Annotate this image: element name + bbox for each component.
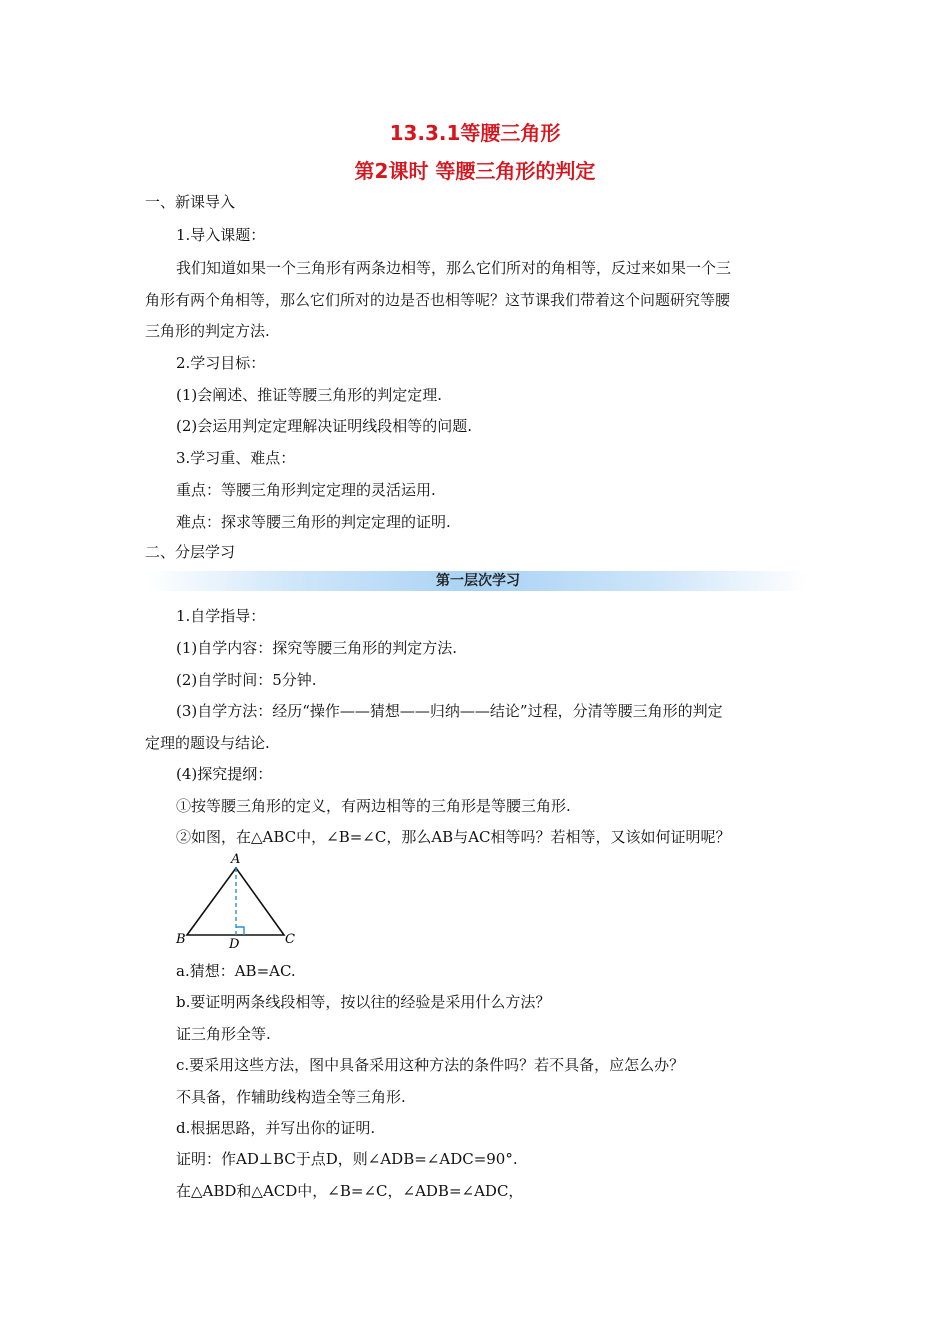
lesson-title: 13.3.1等腰三角形 (389, 121, 561, 145)
paragraph-line: 1.自学指导： (176, 607, 266, 625)
paragraph-line: c.要采用这些方法，图中具备采用这种方法的条件吗？若不具备，应怎么办？ (176, 1056, 685, 1074)
paragraph-line: 在△ABD和△ACD中，∠B=∠C，∠ADB=∠ADC， (176, 1182, 524, 1200)
paragraph-line: 重点：等腰三角形判定定理的灵活运用. (176, 481, 436, 499)
vertex-label-a: A (231, 852, 241, 867)
paragraph-line: 三角形的判定方法. (145, 322, 270, 340)
right-angle-mark (236, 927, 244, 935)
paragraph-line: (3)自学方法：经历“操作——猜想——归纳——结论”过程，分清等腰三角形的判定 (176, 702, 723, 720)
paragraph-line: 2.学习目标： (176, 354, 266, 372)
paragraph-line: ①按等腰三角形的定义，有两边相等的三角形是等腰三角形. (176, 797, 571, 815)
vertex-label-b: B (176, 932, 186, 947)
section-heading: 一、新课导入 (145, 193, 236, 211)
paragraph-line: 证明：作AD⊥BC于点D，则∠ADB=∠ADC=90°. (176, 1150, 518, 1168)
vertex-label-d: D (229, 937, 240, 950)
paragraph-line: 定理的题设与结论. (145, 734, 270, 752)
paragraph-line: 3.学习重、难点： (176, 449, 296, 467)
paragraph-line: 不具备，作辅助线构造全等三角形. (176, 1088, 406, 1106)
paragraph-line: (2)自学时间：5分钟. (176, 671, 317, 689)
paragraph-line: (1)自学内容：探究等腰三角形的判定方法. (176, 639, 458, 657)
vertex-label-c: C (285, 932, 295, 947)
level-banner-label: 第一层次学习 (436, 573, 520, 589)
paragraph-line: (2)会运用判定定理解决证明线段相等的问题. (176, 417, 473, 435)
lesson-subtitle: 第2课时 等腰三角形的判定 (354, 159, 596, 183)
triangle-figure (174, 850, 298, 950)
paragraph-line: 1.导入课题： (176, 226, 266, 244)
section-heading: 二、分层学习 (145, 543, 236, 561)
paragraph-line: (4)探究提纲： (176, 765, 273, 783)
paragraph-line: 难点：探求等腰三角形的判定定理的证明. (176, 513, 451, 531)
paragraph-line: 我们知道如果一个三角形有两条边相等，那么它们所对的角相等，反过来如果一个三 (176, 259, 732, 277)
paragraph-line: a.猜想：AB=AC. (176, 962, 296, 980)
paragraph-line: ②如图，在△ABC中，∠B=∠C，那么AB与AC相等吗？若相等，又该如何证明呢？ (176, 828, 731, 846)
paragraph-line: 证三角形全等. (176, 1025, 271, 1043)
level-banner (148, 571, 808, 591)
paragraph-line: (1)会阐述、推证等腰三角形的判定定理. (176, 386, 443, 404)
paragraph-line: 角形有两个角相等，那么它们所对的边是否也相等呢？这节课我们带着这个问题研究等腰 (145, 291, 731, 309)
paragraph-line: b.要证明两条线段相等，按以往的经验是采用什么方法？ (176, 993, 551, 1011)
paragraph-line: d.根据思路，并写出你的证明. (176, 1119, 376, 1137)
